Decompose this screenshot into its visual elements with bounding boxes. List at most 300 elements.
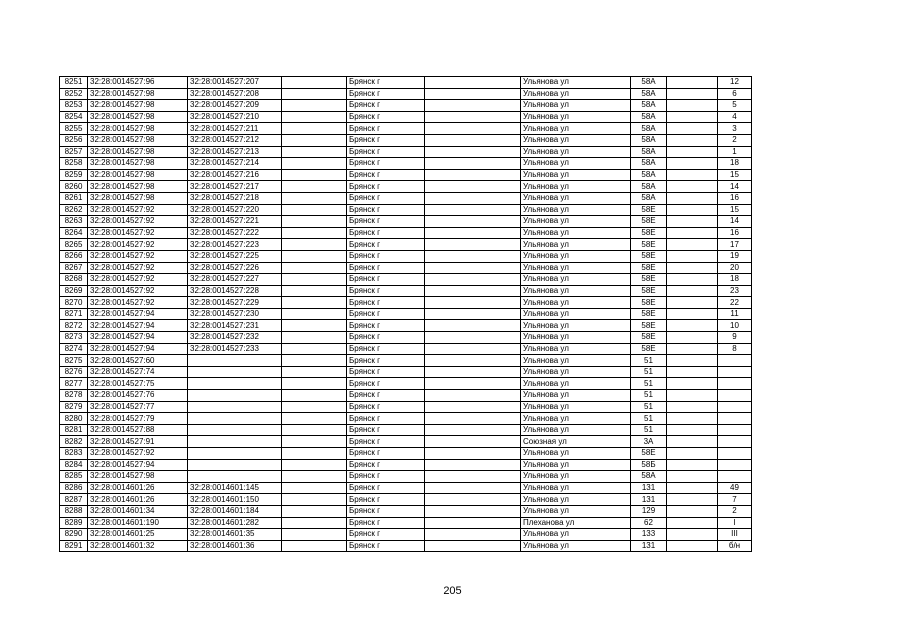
premises-cadastral-number-cell: 32:28:0014527:226	[188, 262, 282, 274]
city-cell: Брянск г	[347, 448, 425, 460]
apartment-number-cell: 5	[718, 100, 752, 112]
empty-col-cell	[282, 111, 347, 123]
cadastral-number-cell: 32:28:0014601:34	[88, 505, 188, 517]
premises-cadastral-number-cell: 32:28:0014601:36	[188, 540, 282, 552]
cadastral-number-cell: 32:28:0014527:92	[88, 274, 188, 286]
table-row	[60, 390, 752, 402]
house-number-cell: 51	[631, 366, 667, 378]
empty-col-3-cell	[667, 424, 718, 436]
city-cell: Брянск г	[347, 378, 425, 390]
house-number-cell: 58А	[631, 100, 667, 112]
row-number-cell: 8273	[60, 332, 88, 344]
row-number-cell: 8261	[60, 192, 88, 204]
premises-cadastral-number-cell	[188, 366, 282, 378]
cadastral-number-cell: 32:28:0014527:98	[88, 169, 188, 181]
empty-col-3-cell	[667, 320, 718, 332]
empty-col-3-cell	[667, 332, 718, 344]
street-cell: Ульянова ул	[521, 320, 631, 332]
city-cell: Брянск г	[347, 459, 425, 471]
street-cell: Ульянова ул	[521, 308, 631, 320]
table-row	[60, 482, 752, 494]
house-number-cell: 58Е	[631, 285, 667, 297]
cadastral-number-cell: 32:28:0014601:26	[88, 494, 188, 506]
apartment-number-cell: 4	[718, 111, 752, 123]
house-number-cell: 131	[631, 494, 667, 506]
empty-col-cell	[282, 424, 347, 436]
row-number-cell: 8259	[60, 169, 88, 181]
cadastral-number-cell: 32:28:0014527:94	[88, 459, 188, 471]
cadastral-number-cell: 32:28:0014527:92	[88, 285, 188, 297]
cadastral-number-cell: 32:28:0014527:98	[88, 134, 188, 146]
city-cell: Брянск г	[347, 366, 425, 378]
street-cell: Ульянова ул	[521, 332, 631, 344]
row-number-cell: 8285	[60, 471, 88, 483]
cadastral-number-cell: 32:28:0014527:75	[88, 378, 188, 390]
street-cell: Ульянова ул	[521, 250, 631, 262]
empty-col-2-cell	[425, 343, 521, 355]
house-number-cell: 58Е	[631, 262, 667, 274]
empty-col-2-cell	[425, 424, 521, 436]
empty-col-2-cell	[425, 227, 521, 239]
empty-col-cell	[282, 158, 347, 170]
row-number-cell: 8277	[60, 378, 88, 390]
house-number-cell: 58А	[631, 169, 667, 181]
street-cell: Ульянова ул	[521, 204, 631, 216]
empty-col-3-cell	[667, 192, 718, 204]
empty-col-2-cell	[425, 216, 521, 228]
empty-col-2-cell	[425, 436, 521, 448]
row-number-cell: 8279	[60, 401, 88, 413]
house-number-cell: 3А	[631, 436, 667, 448]
row-number-cell: 8254	[60, 111, 88, 123]
table-row	[60, 239, 752, 251]
empty-col-cell	[282, 274, 347, 286]
empty-col-2-cell	[425, 413, 521, 425]
cadastral-number-cell: 32:28:0014527:92	[88, 239, 188, 251]
empty-col-3-cell	[667, 517, 718, 529]
empty-col-3-cell	[667, 216, 718, 228]
apartment-number-cell	[718, 436, 752, 448]
street-cell: Ульянова ул	[521, 505, 631, 517]
premises-cadastral-number-cell: 32:28:0014527:210	[188, 111, 282, 123]
apartment-number-cell: 18	[718, 274, 752, 286]
cadastral-number-cell: 32:28:0014527:94	[88, 332, 188, 344]
apartment-number-cell	[718, 390, 752, 402]
cadastral-number-cell: 32:28:0014527:98	[88, 158, 188, 170]
empty-col-2-cell	[425, 100, 521, 112]
empty-col-3-cell	[667, 158, 718, 170]
empty-col-3-cell	[667, 378, 718, 390]
row-number-cell: 8284	[60, 459, 88, 471]
house-number-cell: 58А	[631, 146, 667, 158]
street-cell: Ульянова ул	[521, 169, 631, 181]
cadastral-number-cell: 32:28:0014601:25	[88, 529, 188, 541]
house-number-cell: 58Е	[631, 216, 667, 228]
city-cell: Брянск г	[347, 123, 425, 135]
house-number-cell: 58А	[631, 111, 667, 123]
empty-col-2-cell	[425, 204, 521, 216]
cadastral-number-cell: 32:28:0014527:94	[88, 320, 188, 332]
house-number-cell: 58А	[631, 77, 667, 89]
cadastral-number-cell: 32:28:0014527:96	[88, 77, 188, 89]
street-cell: Ульянова ул	[521, 123, 631, 135]
empty-col-3-cell	[667, 505, 718, 517]
city-cell: Брянск г	[347, 517, 425, 529]
apartment-number-cell	[718, 401, 752, 413]
premises-cadastral-number-cell	[188, 355, 282, 367]
city-cell: Брянск г	[347, 88, 425, 100]
cadastral-number-cell: 32:28:0014527:77	[88, 401, 188, 413]
apartment-number-cell: 20	[718, 262, 752, 274]
table-row	[60, 355, 752, 367]
table-row	[60, 424, 752, 436]
premises-cadastral-number-cell: 32:28:0014527:217	[188, 181, 282, 193]
table-row	[60, 297, 752, 309]
house-number-cell: 62	[631, 517, 667, 529]
empty-col-2-cell	[425, 192, 521, 204]
table-row	[60, 123, 752, 135]
apartment-number-cell: 14	[718, 216, 752, 228]
house-number-cell: 51	[631, 401, 667, 413]
city-cell: Брянск г	[347, 250, 425, 262]
row-number-cell: 8281	[60, 424, 88, 436]
street-cell: Ульянова ул	[521, 181, 631, 193]
register-table	[59, 76, 752, 552]
empty-col-cell	[282, 332, 347, 344]
apartment-number-cell	[718, 378, 752, 390]
empty-col-2-cell	[425, 146, 521, 158]
apartment-number-cell: 15	[718, 169, 752, 181]
city-cell: Брянск г	[347, 308, 425, 320]
empty-col-cell	[282, 123, 347, 135]
street-cell: Ульянова ул	[521, 88, 631, 100]
cadastral-number-cell: 32:28:0014527:79	[88, 413, 188, 425]
city-cell: Брянск г	[347, 390, 425, 402]
empty-col-3-cell	[667, 297, 718, 309]
city-cell: Брянск г	[347, 285, 425, 297]
empty-col-3-cell	[667, 262, 718, 274]
row-number-cell: 8286	[60, 482, 88, 494]
empty-col-2-cell	[425, 320, 521, 332]
empty-col-cell	[282, 390, 347, 402]
street-cell: Ульянова ул	[521, 413, 631, 425]
row-number-cell: 8255	[60, 123, 88, 135]
city-cell: Брянск г	[347, 216, 425, 228]
apartment-number-cell: III	[718, 529, 752, 541]
row-number-cell: 8257	[60, 146, 88, 158]
apartment-number-cell	[718, 366, 752, 378]
empty-col-2-cell	[425, 308, 521, 320]
row-number-cell: 8258	[60, 158, 88, 170]
apartment-number-cell: 9	[718, 332, 752, 344]
row-number-cell: 8256	[60, 134, 88, 146]
empty-col-2-cell	[425, 540, 521, 552]
empty-col-3-cell	[667, 494, 718, 506]
empty-col-2-cell	[425, 88, 521, 100]
premises-cadastral-number-cell	[188, 436, 282, 448]
house-number-cell: 51	[631, 424, 667, 436]
house-number-cell: 133	[631, 529, 667, 541]
house-number-cell: 51	[631, 413, 667, 425]
premises-cadastral-number-cell: 32:28:0014601:150	[188, 494, 282, 506]
apartment-number-cell: 2	[718, 505, 752, 517]
page-number: 205	[443, 585, 462, 597]
house-number-cell: 58А	[631, 134, 667, 146]
empty-col-3-cell	[667, 471, 718, 483]
premises-cadastral-number-cell	[188, 471, 282, 483]
premises-cadastral-number-cell: 32:28:0014527:225	[188, 250, 282, 262]
apartment-number-cell	[718, 355, 752, 367]
apartment-number-cell: 10	[718, 320, 752, 332]
apartment-number-cell: 15	[718, 204, 752, 216]
cadastral-number-cell: 32:28:0014527:91	[88, 436, 188, 448]
empty-col-cell	[282, 88, 347, 100]
premises-cadastral-number-cell: 32:28:0014527:220	[188, 204, 282, 216]
city-cell: Брянск г	[347, 192, 425, 204]
empty-col-cell	[282, 343, 347, 355]
empty-col-3-cell	[667, 146, 718, 158]
row-number-cell: 8269	[60, 285, 88, 297]
empty-col-2-cell	[425, 169, 521, 181]
empty-col-cell	[282, 413, 347, 425]
empty-col-cell	[282, 134, 347, 146]
empty-col-2-cell	[425, 239, 521, 251]
cadastral-number-cell: 32:28:0014527:76	[88, 390, 188, 402]
empty-col-2-cell	[425, 494, 521, 506]
row-number-cell: 8252	[60, 88, 88, 100]
row-number-cell: 8290	[60, 529, 88, 541]
house-number-cell: 51	[631, 378, 667, 390]
house-number-cell: 58Е	[631, 250, 667, 262]
empty-col-2-cell	[425, 366, 521, 378]
house-number-cell: 58Е	[631, 239, 667, 251]
street-cell: Ульянова ул	[521, 285, 631, 297]
row-number-cell: 8267	[60, 262, 88, 274]
street-cell: Ульянова ул	[521, 529, 631, 541]
table-row	[60, 413, 752, 425]
empty-col-cell	[282, 239, 347, 251]
apartment-number-cell	[718, 424, 752, 436]
city-cell: Брянск г	[347, 471, 425, 483]
empty-col-cell	[282, 517, 347, 529]
house-number-cell: 58Е	[631, 297, 667, 309]
table-row	[60, 471, 752, 483]
empty-col-3-cell	[667, 181, 718, 193]
house-number-cell: 58А	[631, 88, 667, 100]
row-number-cell: 8270	[60, 297, 88, 309]
house-number-cell: 58Е	[631, 320, 667, 332]
house-number-cell: 58А	[631, 471, 667, 483]
apartment-number-cell: 3	[718, 123, 752, 135]
row-number-cell: 8291	[60, 540, 88, 552]
empty-col-2-cell	[425, 482, 521, 494]
house-number-cell: 51	[631, 355, 667, 367]
empty-col-cell	[282, 146, 347, 158]
premises-cadastral-number-cell: 32:28:0014527:228	[188, 285, 282, 297]
row-number-cell: 8263	[60, 216, 88, 228]
cadastral-number-cell: 32:28:0014527:74	[88, 366, 188, 378]
table-row	[60, 88, 752, 100]
premises-cadastral-number-cell: 32:28:0014601:184	[188, 505, 282, 517]
street-cell: Ульянова ул	[521, 366, 631, 378]
street-cell: Ульянова ул	[521, 448, 631, 460]
city-cell: Брянск г	[347, 169, 425, 181]
cadastral-number-cell: 32:28:0014527:98	[88, 111, 188, 123]
city-cell: Брянск г	[347, 494, 425, 506]
table-row	[60, 181, 752, 193]
table-row	[60, 169, 752, 181]
empty-col-2-cell	[425, 181, 521, 193]
empty-col-3-cell	[667, 448, 718, 460]
cadastral-number-cell: 32:28:0014527:92	[88, 204, 188, 216]
house-number-cell: 58Е	[631, 308, 667, 320]
premises-cadastral-number-cell: 32:28:0014527:223	[188, 239, 282, 251]
apartment-number-cell	[718, 471, 752, 483]
empty-col-cell	[282, 250, 347, 262]
table-row	[60, 494, 752, 506]
premises-cadastral-number-cell	[188, 401, 282, 413]
empty-col-3-cell	[667, 250, 718, 262]
table-row	[60, 192, 752, 204]
cadastral-number-cell: 32:28:0014527:94	[88, 308, 188, 320]
street-cell: Ульянова ул	[521, 540, 631, 552]
row-number-cell: 8272	[60, 320, 88, 332]
premises-cadastral-number-cell	[188, 448, 282, 460]
empty-col-cell	[282, 169, 347, 181]
apartment-number-cell: 16	[718, 192, 752, 204]
empty-col-2-cell	[425, 505, 521, 517]
apartment-number-cell: 7	[718, 494, 752, 506]
empty-col-3-cell	[667, 355, 718, 367]
apartment-number-cell: б/н	[718, 540, 752, 552]
row-number-cell: 8282	[60, 436, 88, 448]
empty-col-cell	[282, 192, 347, 204]
row-number-cell: 8264	[60, 227, 88, 239]
street-cell: Плеханова ул	[521, 517, 631, 529]
empty-col-2-cell	[425, 123, 521, 135]
apartment-number-cell: 19	[718, 250, 752, 262]
empty-col-3-cell	[667, 134, 718, 146]
table-row	[60, 332, 752, 344]
city-cell: Брянск г	[347, 332, 425, 344]
street-cell: Ульянова ул	[521, 262, 631, 274]
apartment-number-cell	[718, 459, 752, 471]
empty-col-2-cell	[425, 285, 521, 297]
premises-cadastral-number-cell: 32:28:0014601:282	[188, 517, 282, 529]
house-number-cell: 58Е	[631, 343, 667, 355]
table-row	[60, 262, 752, 274]
house-number-cell: 131	[631, 482, 667, 494]
empty-col-2-cell	[425, 111, 521, 123]
empty-col-2-cell	[425, 529, 521, 541]
city-cell: Брянск г	[347, 262, 425, 274]
house-number-cell: 58Б	[631, 459, 667, 471]
table-row	[60, 448, 752, 460]
empty-col-3-cell	[667, 390, 718, 402]
street-cell: Ульянова ул	[521, 239, 631, 251]
row-number-cell: 8265	[60, 239, 88, 251]
apartment-number-cell: 18	[718, 158, 752, 170]
street-cell: Ульянова ул	[521, 216, 631, 228]
empty-col-cell	[282, 436, 347, 448]
city-cell: Брянск г	[347, 77, 425, 89]
premises-cadastral-number-cell: 32:28:0014527:212	[188, 134, 282, 146]
apartment-number-cell	[718, 413, 752, 425]
house-number-cell: 58А	[631, 158, 667, 170]
street-cell: Ульянова ул	[521, 227, 631, 239]
house-number-cell: 131	[631, 540, 667, 552]
empty-col-2-cell	[425, 250, 521, 262]
house-number-cell: 58А	[631, 192, 667, 204]
city-cell: Брянск г	[347, 505, 425, 517]
table-row	[60, 111, 752, 123]
house-number-cell: 129	[631, 505, 667, 517]
street-cell: Ульянова ул	[521, 378, 631, 390]
empty-col-2-cell	[425, 355, 521, 367]
city-cell: Брянск г	[347, 274, 425, 286]
city-cell: Брянск г	[347, 181, 425, 193]
apartment-number-cell: 49	[718, 482, 752, 494]
street-cell: Ульянова ул	[521, 134, 631, 146]
street-cell: Ульянова ул	[521, 459, 631, 471]
empty-col-cell	[282, 505, 347, 517]
empty-col-3-cell	[667, 123, 718, 135]
apartment-number-cell: I	[718, 517, 752, 529]
empty-col-3-cell	[667, 100, 718, 112]
apartment-number-cell: 1	[718, 146, 752, 158]
city-cell: Брянск г	[347, 227, 425, 239]
empty-col-cell	[282, 529, 347, 541]
empty-col-2-cell	[425, 390, 521, 402]
row-number-cell: 8274	[60, 343, 88, 355]
apartment-number-cell: 23	[718, 285, 752, 297]
city-cell: Брянск г	[347, 413, 425, 425]
street-cell: Ульянова ул	[521, 424, 631, 436]
row-number-cell: 8271	[60, 308, 88, 320]
city-cell: Брянск г	[347, 111, 425, 123]
empty-col-2-cell	[425, 517, 521, 529]
premises-cadastral-number-cell: 32:28:0014527:214	[188, 158, 282, 170]
row-number-cell: 8289	[60, 517, 88, 529]
empty-col-2-cell	[425, 471, 521, 483]
table-row	[60, 77, 752, 89]
empty-col-2-cell	[425, 401, 521, 413]
city-cell: Брянск г	[347, 204, 425, 216]
empty-col-cell	[282, 494, 347, 506]
empty-col-cell	[282, 378, 347, 390]
house-number-cell: 58Е	[631, 204, 667, 216]
premises-cadastral-number-cell	[188, 378, 282, 390]
empty-col-cell	[282, 77, 347, 89]
empty-col-cell	[282, 181, 347, 193]
cadastral-number-cell: 32:28:0014527:98	[88, 192, 188, 204]
table-row	[60, 505, 752, 517]
row-number-cell: 8262	[60, 204, 88, 216]
house-number-cell: 58Е	[631, 227, 667, 239]
empty-col-cell	[282, 459, 347, 471]
row-number-cell: 8276	[60, 366, 88, 378]
table-row	[60, 366, 752, 378]
house-number-cell: 58Е	[631, 332, 667, 344]
empty-col-3-cell	[667, 401, 718, 413]
cadastral-number-cell: 32:28:0014601:190	[88, 517, 188, 529]
street-cell: Ульянова ул	[521, 494, 631, 506]
street-cell: Ульянова ул	[521, 482, 631, 494]
cadastral-number-cell: 32:28:0014527:92	[88, 216, 188, 228]
premises-cadastral-number-cell: 32:28:0014527:222	[188, 227, 282, 239]
empty-col-2-cell	[425, 459, 521, 471]
empty-col-3-cell	[667, 285, 718, 297]
